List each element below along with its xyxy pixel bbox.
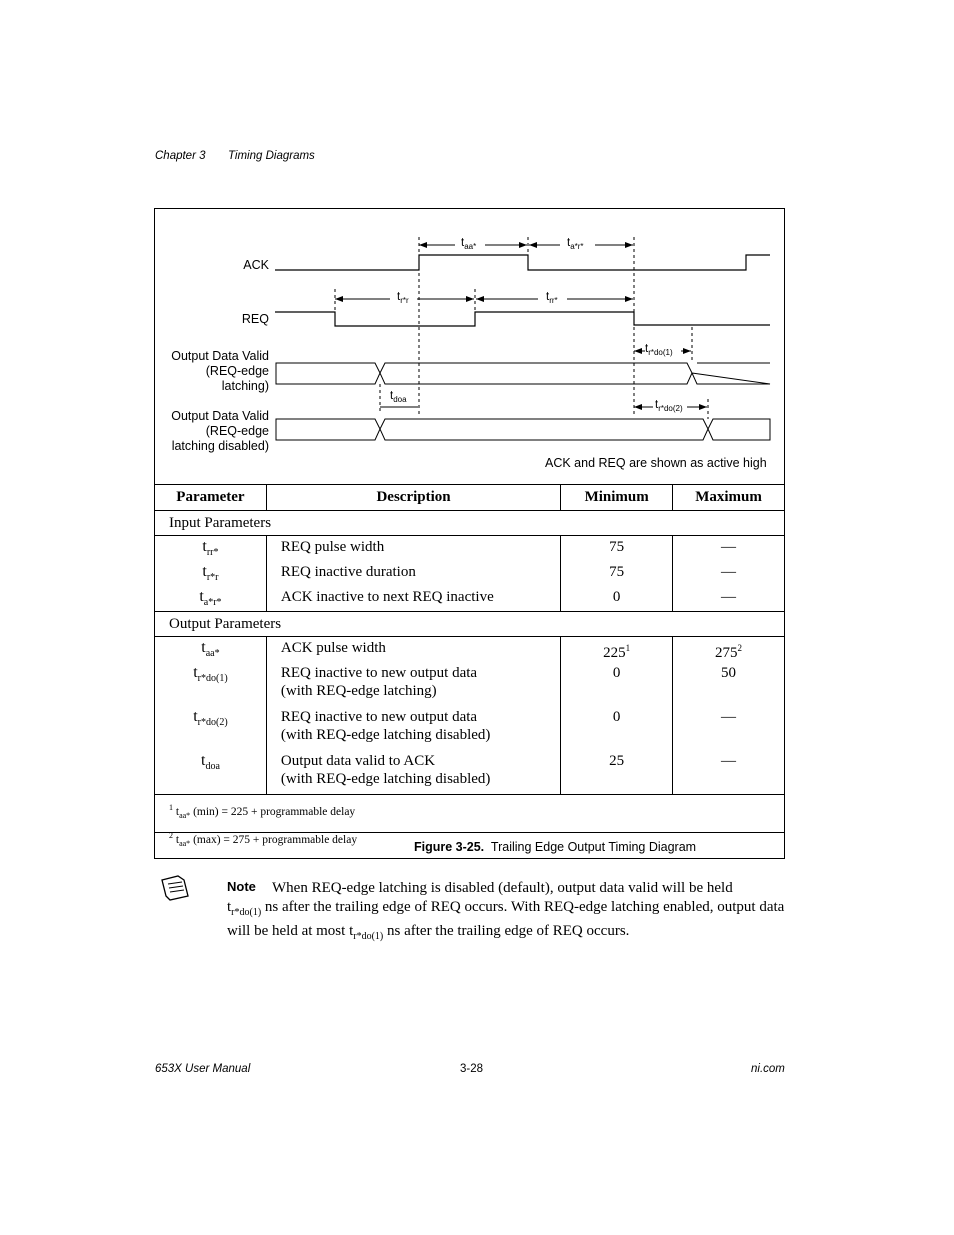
table-row-min: 0: [612, 665, 621, 681]
output-section-row: [155, 612, 785, 637]
label-tdoa: $t_{doa}$: [390, 390, 407, 404]
label-taa: $t_{aa*}$: [461, 237, 477, 251]
label-trr-star: $t_{r*r}$: [397, 291, 409, 305]
label-tar: $t_{a*r*}$: [567, 237, 584, 251]
odv-disabled-line1: Output Data Valid: [171, 409, 269, 423]
footnote-2: $^2$ $t_{aa*}$ (max) = 275 + programmable delay: [169, 831, 358, 849]
table-row-max: —: [721, 589, 737, 605]
odv-latching-line1: Output Data Valid: [171, 349, 269, 363]
odv-disabled-bus: [276, 419, 770, 440]
table-row-symbol: $t_{r*do(2)}$: [193, 708, 228, 729]
header-chapter: Chapter 3: [155, 150, 206, 162]
input-section-row: [155, 511, 785, 536]
table-row-symbol: $t_{a*r*}$: [199, 588, 222, 609]
input-minimums: [561, 536, 673, 612]
odv-disabled-line3: latching disabled): [171, 439, 269, 453]
table-row-symbol: $t_{doa}$: [200, 752, 220, 773]
odv-disabled-line2: (REQ-edge: [205, 424, 269, 438]
description-line: REQ inactive to new output data: [280, 665, 478, 681]
header-minimum: Minimum: [561, 485, 673, 511]
table-row-max: —: [721, 709, 737, 725]
table-row-min: 25: [609, 753, 625, 769]
odv-latching-label: [155, 349, 269, 394]
output-descriptions: [266, 637, 560, 795]
diagram-note: ACK and REQ are shown as active high: [545, 456, 767, 470]
output-params-row: [155, 637, 785, 795]
table-row-max: $275^2$: [715, 643, 743, 661]
table-row-symbol: $t_{aa*}$: [201, 639, 220, 660]
table-row-symbol: $t_{rr*}$: [202, 538, 219, 559]
table-row-min: 75: [609, 539, 625, 555]
figure-caption: [414, 840, 696, 854]
table-row-description: ACK pulse width: [280, 640, 386, 656]
description-line: Output data valid to ACK: [280, 753, 436, 769]
odv-latching-bus: [276, 363, 770, 384]
parameter-table: [154, 484, 785, 859]
description-line: (with REQ-edge latching disabled): [280, 727, 491, 743]
caption-label: Figure 3-25.: [414, 840, 485, 854]
ack-label: ACK: [243, 258, 269, 272]
table-row-max: 50: [721, 665, 737, 681]
footer-manual: 653X User Manual: [155, 1063, 251, 1075]
table-row-description: ACK inactive to next REQ inactive: [280, 589, 494, 605]
output-section-label: Output Parameters: [155, 612, 785, 637]
table-row-description: [281, 750, 560, 794]
footer-site: ni.com: [751, 1063, 785, 1075]
description-line: (with REQ-edge latching): [280, 683, 437, 699]
odv-disabled-label: [155, 409, 269, 454]
odv-latching-line3: latching): [221, 379, 269, 393]
req-label: REQ: [241, 312, 269, 326]
table-row-min: $225^1$: [603, 643, 631, 661]
output-symbols: [155, 637, 267, 795]
note-label: Note: [227, 879, 256, 894]
table-row-max: —: [721, 753, 737, 769]
table-row-max: —: [721, 539, 737, 555]
table-row-symbol: $t_{r*do(1)}$: [193, 664, 228, 685]
table-row-min: 0: [612, 589, 621, 605]
req-waveform: [275, 312, 770, 326]
table-row-description: REQ pulse width: [280, 539, 385, 555]
header-description: Description: [266, 485, 560, 511]
ack-waveform: [275, 255, 770, 270]
input-maximums: [673, 536, 785, 612]
label-trdo1: $t_{r*do(1)}$: [645, 343, 673, 357]
description-line: (with REQ-edge latching disabled): [280, 771, 491, 787]
output-minimums: [561, 637, 673, 795]
table-row-symbol: $t_{r*r}$: [202, 563, 219, 584]
table-row-min: 0: [612, 709, 621, 725]
header-section: Timing Diagrams: [228, 150, 315, 162]
table-row-min: 75: [609, 564, 625, 580]
table-row-description: [281, 662, 560, 706]
header-parameter: Parameter: [155, 485, 267, 511]
table-row-description: REQ inactive duration: [280, 564, 416, 580]
note-pencil-icon: [160, 874, 190, 902]
input-params-row: [155, 536, 785, 612]
table-header-row: [155, 485, 785, 511]
label-trr: $t_{rr*}$: [546, 291, 558, 305]
table-row-description: [281, 706, 560, 750]
caption-text: Trailing Edge Output Timing Diagram: [490, 840, 697, 854]
table-row-max: —: [721, 564, 737, 580]
input-descriptions: [266, 536, 560, 612]
note-text: When REQ-edge latching is disabled (default), output data valid will be held $t_{r*do(1)}$ ns after the trailing edge of REQ occurs. With REQ-edge latching enabled, output data will be held at most $t_{r*do(1)}$ ns after the trailing edge of REQ occurs.: [227, 880, 785, 942]
footnote-1: $^1$ $t_{aa*}$ (min) = 225 + programmable delay: [169, 803, 356, 821]
input-section-label: Input Parameters: [155, 511, 785, 536]
footer-page-number: 3-28: [460, 1063, 484, 1075]
output-maximums: [673, 637, 785, 795]
odv-latching-line2: (REQ-edge: [205, 364, 269, 378]
description-line: REQ inactive to new output data: [280, 709, 478, 725]
input-symbols: [155, 536, 267, 612]
header-maximum: Maximum: [673, 485, 785, 511]
label-trdo2: $t_{r*do(2)}$: [655, 399, 683, 413]
